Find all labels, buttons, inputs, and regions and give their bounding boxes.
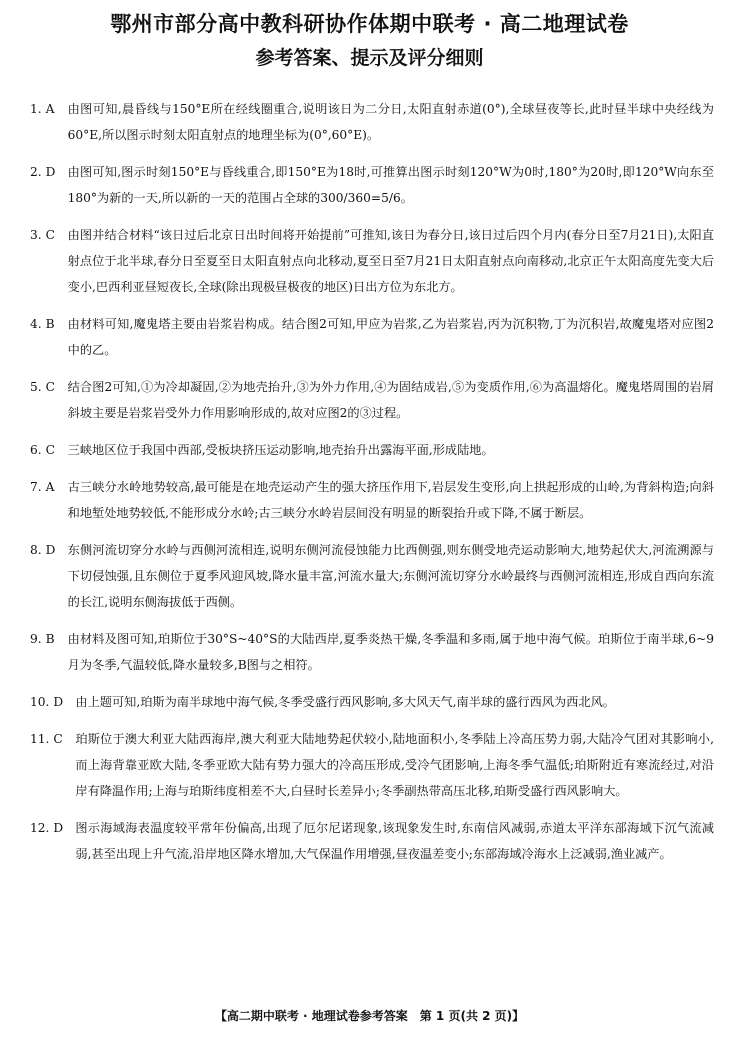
- answer-explanation: 结合图2可知,①为冷却凝固,②为地壳抬升,③为外力作用,④为固结成岩,⑤为变质作用,⑥为高温熔化。魔鬼塔周围的岩屑斜坡主要是岩浆岩受外力作用影响形成的,故对应图2的③过程。: [67, 380, 714, 420]
- answer-item-7: [30, 474, 714, 526]
- answer-explanation: 珀斯位于澳大利亚大陆西海岸,澳大利亚大陆地势起伏较小,陆地面积小,冬季陆上冷高压势力弱,大陆冷气团对其影响小,而上海背靠亚欧大陆,冬季亚欧大陆有势力强大的冷高压形成,受冷气团影响,上海冬季气温低;珀斯附近有寒流经过,对沿岸有降温作用;上海与珀斯纬度相差不大,白昼时长差异小;冬季副热带高压北移,珀斯受盛行西风影响大。: [75, 732, 714, 798]
- question-number: 7.: [30, 480, 42, 494]
- answer-item-11: [30, 726, 714, 804]
- answer-explanation: 东侧河流切穿分水岭与西侧河流相连,说明东侧河流侵蚀能力比西侧强,则东侧受地壳运动影响大,地势起伏大,河流溯源与下切侵蚀强,且东侧位于夏季风迎风坡,降水量丰富,河流水量大;东侧河流切穿分水岭最终与西侧河流相连,形成自西向东流的长江,说明东侧海拔低于西侧。: [67, 543, 714, 609]
- answer-item-10: [30, 689, 714, 715]
- answer-item-12: [30, 815, 714, 867]
- answer-explanation: 由上题可知,珀斯为南半球地中海气候,冬季受盛行西风影响,多大风天气,南半球的盛行西风为西北风。: [75, 695, 615, 709]
- answer-choice: D: [53, 821, 64, 835]
- answer-choice: D: [53, 695, 64, 709]
- question-number: 9.: [30, 632, 42, 646]
- question-number: 11.: [30, 732, 50, 746]
- answer-item-2: [30, 159, 714, 211]
- question-number: 5.: [30, 380, 42, 394]
- question-number: 2.: [30, 165, 42, 179]
- answer-item-4: [30, 311, 714, 363]
- answer-choice: C: [45, 443, 55, 457]
- answer-choice: A: [45, 102, 55, 116]
- question-number: 10.: [30, 695, 50, 709]
- question-number: 6.: [30, 443, 42, 457]
- answer-choice: C: [53, 732, 63, 746]
- answer-explanation: 由材料及图可知,珀斯位于30°S~40°S的大陆西岸,夏季炎热干燥,冬季温和多雨,属于地中海气候。珀斯位于南半球,6~9月为冬季,气温较低,降水量较多,B图与之相符。: [67, 632, 714, 672]
- answer-choice: B: [45, 632, 55, 646]
- question-number: 4.: [30, 317, 42, 331]
- answer-item-9: [30, 626, 714, 678]
- answer-explanation: 三峡地区位于我国中西部,受板块挤压运动影响,地壳抬升出露海平面,形成陆地。: [67, 443, 494, 457]
- answer-item-1: [30, 96, 714, 148]
- question-number: 1.: [30, 102, 42, 116]
- question-number: 12.: [30, 821, 50, 835]
- answer-choice: A: [45, 480, 55, 494]
- question-number: 3.: [30, 228, 42, 242]
- answer-explanation: 由材料可知,魔鬼塔主要由岩浆岩构成。结合图2可知,甲应为岩浆,乙为岩浆岩,丙为沉积物,丁为沉积岩,故魔鬼塔对应图2中的乙。: [67, 317, 714, 357]
- page-title: 鄂州市部分高中教科研协作体期中联考 · 高二地理试卷: [110, 12, 629, 36]
- answer-choice: D: [45, 165, 56, 179]
- answer-explanation: 图示海域海表温度较平常年份偏高,出现了厄尔尼诺现象,该现象发生时,东南信风减弱,赤道太平洋东部海域下沉气流减弱,甚至出现上升气流,沿岸地区降水增加,大气保温作用增强,昼夜温差变小;东部海域冷海水上泛减弱,渔业减产。: [75, 821, 714, 861]
- answer-list: [30, 96, 714, 878]
- answer-explanation: 由图并结合材料“该日过后北京日出时间将开始提前”可推知,该日为春分日,该日过后四个月内(春分日至7月21日),太阳直射点位于北半球,春分日至夏至日太阳直射点向北移动,夏至日至7月21日太阳直射点向南移动,北京正午太阳高度先变大后变小,巴西利亚昼短夜长,全球(除出现极昼极夜的地区)日出方位为东北方。: [67, 228, 714, 294]
- answer-choice: C: [45, 228, 55, 242]
- answer-item-8: [30, 537, 714, 615]
- answer-choice: B: [45, 317, 55, 331]
- answer-item-3: [30, 222, 714, 300]
- answer-item-5: [30, 374, 714, 426]
- question-number: 8.: [30, 543, 42, 557]
- answer-explanation: 由图可知,图示时刻150°E与昏线重合,即150°E为18时,可推算出图示时刻120°W为0时,180°为20时,即120°W向东至180°为新的一天,所以新的一天的范围占全球的300/360=5/6。: [67, 165, 714, 205]
- answer-choice: C: [45, 380, 55, 394]
- answer-explanation: 由图可知,晨昏线与150°E所在经线圈重合,说明该日为二分日,太阳直射赤道(0°),全球昼夜等长,此时昼半球中央经线为60°E,所以图示时刻太阳直射点的地理坐标为(0°,60°E)。: [67, 102, 714, 142]
- page-footer: 【高二期中联考 · 地理试卷参考答案 第 1 页(共 2 页)】: [214, 1009, 525, 1023]
- answer-explanation: 古三峡分水岭地势较高,最可能是在地壳运动产生的强大挤压作用下,岩层发生变形,向上拱起形成的山岭,为背斜构造;向斜和地堑处地势较低,不能形成分水岭;古三峡分水岭岩层间没有明显的断裂抬升或下降,不属于断层。: [67, 480, 714, 520]
- answer-item-6: [30, 437, 714, 463]
- answer-choice: D: [45, 543, 56, 557]
- page-subtitle: 参考答案、提示及评分细则: [255, 47, 484, 69]
